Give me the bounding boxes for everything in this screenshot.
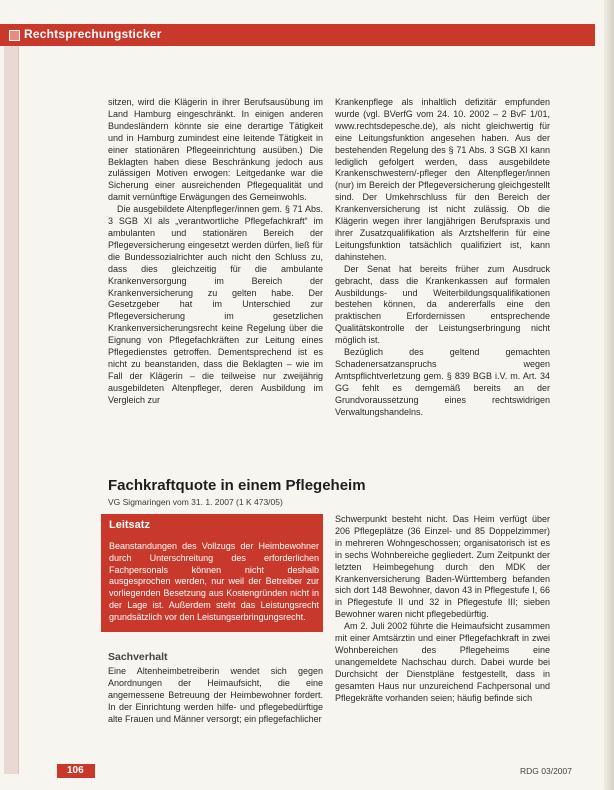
column-top-right: [335, 97, 550, 418]
paragraph: Eine Altenheimbetreiberin wendet sich gegen Anordnungen der Heimaufsicht, die eine angemessene Betreuung der Heimbewohner fordert. In der Einrichtung werden hilfe- und pflegebedürftige alte Frauen und Männer versorgt; ein pflegefachlicher: [108, 666, 323, 724]
page-number: 106: [67, 765, 84, 776]
paragraph: Krankenpflege als inhaltlich defizitär empfunden wurde (vgl. BVerfG vom 24. 10. 2002 – 2 BvF 1/01, www.rechtsdepesche.de), als nicht gleichwertig für eine Leitungsfunktion angesehen haben. Aus der bestehenden Regelung des § 71 Abs. 3 SGB XI kann lediglich gefolgert werden, dass ausgebildete Krankenschwestern/-pfleger den Altenpfleger/innen (nur) im Bereich der Pflegeversicherung gleichgestellt sind. Der Umkehrschluss für den Bereich der Krankenversicherung ist nicht zulässig. Ob die Klägerin wegen ihrer langjährigen Berufspraxis und ihrer Zusatzqualifikation als Arztshelferin für eine Leitungsfunktion tatsächlich qualifiziert ist, kann dahinstehen.: [335, 97, 550, 262]
paragraph: Schwerpunkt besteht nicht. Das Heim verfügt über 206 Pflegeplätze (36 Einzel- und 85 Doppelzimmer) in mehreren Wohngeschossen; organisatorisch ist es in sechs Wohnbereiche gegliedert. Zum Zeitpunkt der letzten Heimbegehung durch den MDK der Krankenversicherung Baden-Württemberg befanden sich dort 148 Bewohner, davon 43 in Pflegestufe I, 66 in Pflegestufe II und 32 in Pflegestufe III; sieben Bewohner waren nicht pflegebedürftig.: [335, 514, 550, 620]
leitsatz-box: [101, 514, 323, 632]
paragraph: Bezüglich des geltend gemachten Schadenersatzanspruchs wegen Amtspflichtverletzung gem. § 839 BGB i.V. m. Art. 34 GG fehlt es demgemäß bereits an der Grundvoraussetzung eines rechtswidrigen Verwaltungshandelns.: [335, 347, 550, 417]
page-number-badge: [57, 764, 95, 778]
column-top-left: [108, 97, 323, 407]
paragraph: sitzen, wird die Klägerin in ihrer Berufsausübung im Land Hamburg eingeschränkt. In einigen anderen Bundesländern könnte sie eine derartige Tätigkeit und in Hamburg zumindest eine leitende Tätigkeit in einer stationären Pflegeeinrichtung ausüben.) Die Beklagten haben diese Beschränkung jedoch aus zulässigen Motiven erwogen: Leitgedanke war die Sicherung einer ausreichenden Pflegequalität und damit vernünftige Erwägungen des Gemeinwohls.: [108, 97, 323, 203]
section-header-bar: [0, 24, 595, 46]
section-header-title: Rechtsprechungsticker: [24, 27, 162, 41]
paragraph: Die ausgebildete Altenpfleger/innen gem. § 71 Abs. 3 SGB XI als „verantwortliche Pflegefachkraft“ im ambulanten und stationären Bereich der Pflegeversicherung eingesetzt werden dürfen, ließ für die Bundessozialrichter auch nicht den Schluss zu, dass dies gleichzeitig für die ambulante Krankenversorgung im Bereich der Krankenversicherung zu gelten habe. Der Gesetzgeber hat im Unterschied zur Pflegeversicherung im gesetzlichen Krankenversicherungsrecht keine Regelung über die Eignung von Pflegefachkräften zur Leitung eines Pflegedienstes getroffen. Dementsprechend ist es nicht zu beanstanden, dass die Beklagten – wie im Fall der Klägerin – die teilweise nur zweijährig ausgebildeten Altenpfleger, deren Ausbildung im Vergleich zur: [108, 204, 323, 405]
column-bottom-right: [335, 514, 550, 705]
column-bottom-left: [108, 666, 323, 726]
leitsatz-heading: Leitsatz: [109, 519, 150, 531]
paragraph: Der Senat hat bereits früher zum Ausdruck gebracht, dass die Krankenkassen auf formalen Ausbildungs- und Weiterbildungsqualifikationen bestehen können, da andererfalls eine den praktischen Erfordernissen entsprechende Qualitätskontrolle der Leistungserbringung nicht möglich ist.: [335, 263, 550, 346]
court-reference: VG Sigmaringen vom 31. 1. 2007 (1 K 473/05): [108, 497, 283, 507]
article-title: Fachkraftquote in einem Pflegeheim: [108, 477, 366, 494]
journal-issue: RDG 03/2007: [520, 766, 572, 776]
paragraph: Am 2. Juli 2002 führte die Heimaufsicht zusammen mit einer Amtsärztin und einer Pflegefachkraft in zwei Wohnbereichen des Pflegeheims eine unangemeldete Nachschau durch. Dabei wurde bei Durchsicht der Dienstpläne festgestellt, dass in gesamten Haus nur unzureichend Fachpersonal und Pflegekräfte vorhanden seien; häufig befinde sich: [335, 621, 550, 703]
leitsatz-text: [109, 541, 319, 624]
paragraph: Beanstandungen des Vollzugs der Heimbewohner durch Unterschreitung des erforderlichen Fachpersonals können nicht deshalb ausgesprochen werden, nur weil der Betreiber zur vorliegenden Besetzung aus Kostengründen nicht in der Lage ist. Außerdem steht das Leistungsrecht grundsätzlich vor den Leistungserbringungsrecht.: [109, 541, 319, 622]
section-marker-icon: [9, 30, 20, 41]
sachverhalt-heading: Sachverhalt: [108, 651, 168, 663]
margin-strip: [4, 46, 19, 774]
page-edge-shadow: [604, 0, 614, 790]
